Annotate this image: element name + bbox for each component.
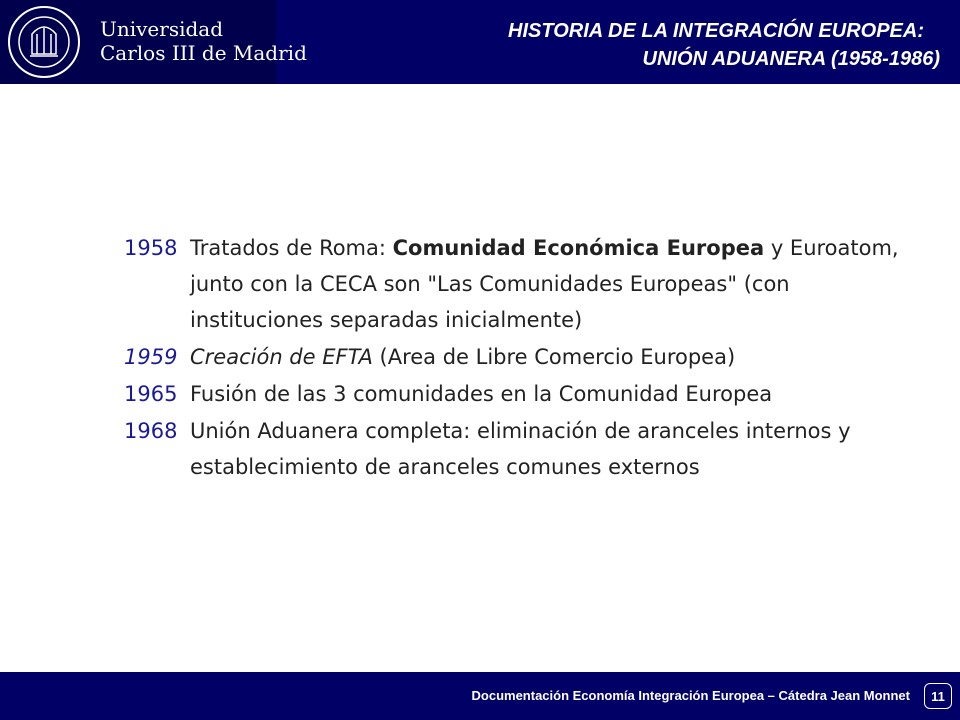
university-name-line2: Carlos III de Madrid xyxy=(100,41,307,65)
entry-year: 1958 xyxy=(124,236,178,260)
university-name xyxy=(100,17,307,65)
page-number: 11 xyxy=(924,683,952,709)
university-name-line1: Universidad xyxy=(100,17,224,41)
university-seal-icon xyxy=(6,4,82,80)
footer-text: Documentación Economía Integración Europea – Cátedra Jean Monnet xyxy=(471,688,910,703)
entry-text-italic: Creación de EFTA xyxy=(190,345,373,369)
timeline-entry xyxy=(124,376,904,412)
slide-title-line2: UNIÓN ADUANERA (1958-1986) xyxy=(642,48,940,70)
entry-text: Unión Aduanera completa: eliminación de aranceles internos y establecimiento de aranceles comunes externos xyxy=(190,419,851,479)
slide-title xyxy=(340,17,940,73)
timeline-entry xyxy=(124,339,904,375)
entry-year: 1968 xyxy=(124,419,178,443)
slide-title-line1: HISTORIA DE LA INTEGRACIÓN EUROPEA: xyxy=(508,20,924,42)
entry-text-post: y Euroatom, junto con la CECA son "Las Comunidades Europeas" (con instituciones separadas inicialmente) xyxy=(190,236,899,332)
entry-text-pre: Tratados de Roma: xyxy=(190,236,393,260)
timeline-entry xyxy=(124,230,904,338)
university-logo xyxy=(0,0,307,84)
entry-text xyxy=(190,230,904,338)
entry-text-bold: Comunidad Económica Europea xyxy=(392,236,765,260)
entry-text xyxy=(190,339,904,375)
timeline-list xyxy=(124,230,904,486)
entry-year: 1965 xyxy=(124,382,178,406)
header-bar xyxy=(0,0,960,84)
entry-text-post: (Area de Libre Comercio Europea) xyxy=(372,345,736,369)
footer-bar xyxy=(0,672,960,720)
entry-text: Fusión de las 3 comunidades en la Comunidad Europea xyxy=(190,382,773,406)
entry-year: 1959 xyxy=(124,345,178,369)
timeline-entry xyxy=(124,413,904,485)
